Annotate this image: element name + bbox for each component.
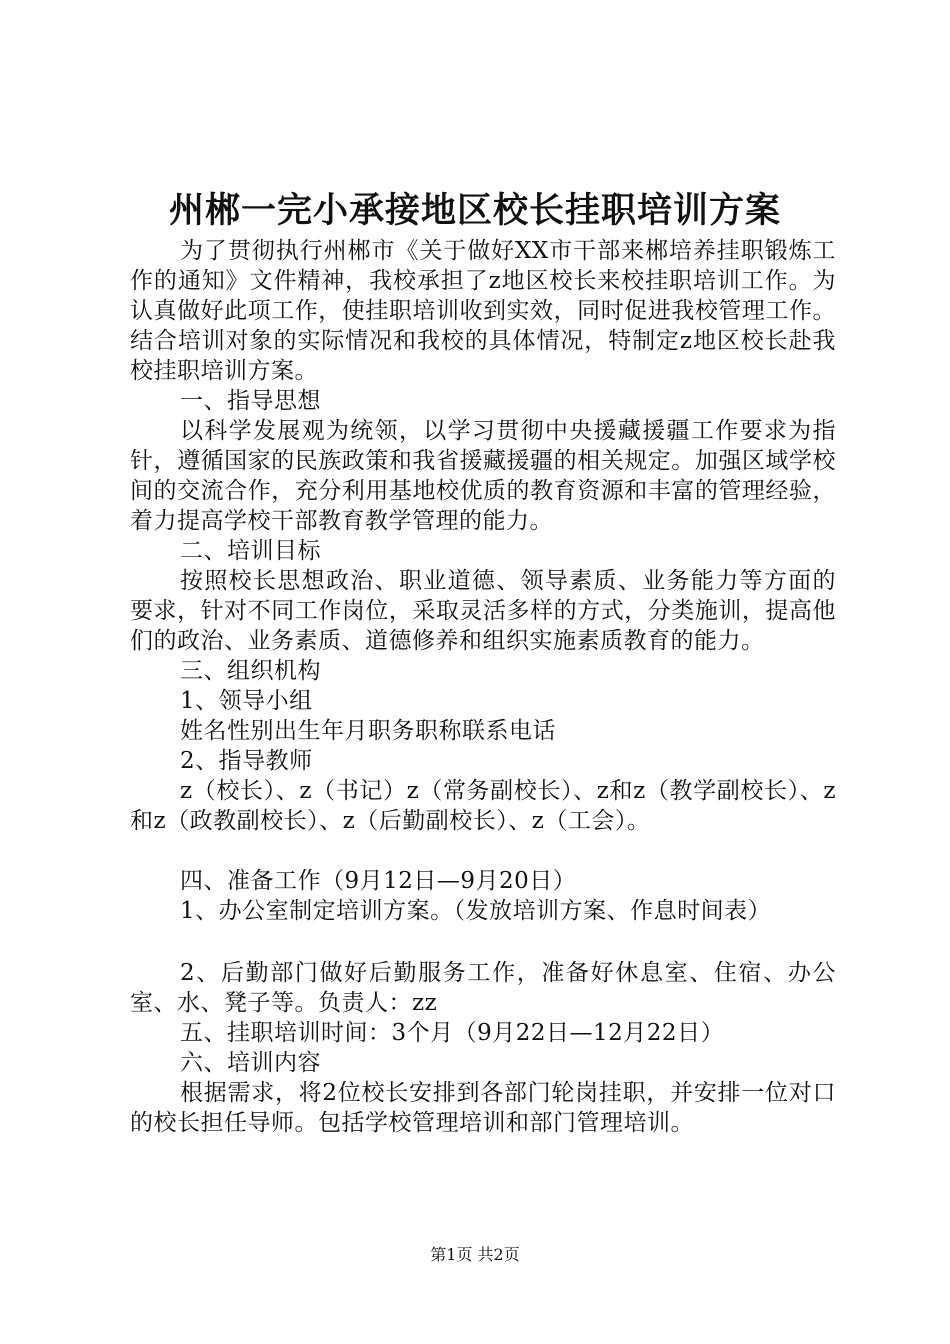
training-content-paragraph: 根据需求，将2位校长安排到各部门轮岗挂职，并安排一位对口的校长担任导师。包括学校管理培训和部门管理培训。 [130, 1080, 836, 1136]
section-heading-preparation: 四、准备工作（9月12日—9月20日） [180, 868, 577, 894]
guiding-ideology-paragraph: 以科学发展观为统领，以学习贯彻中央援藏援疆工作要求为指针，遵循国家的民族政策和我省援藏援疆的相关规定。加强区域学校间的交流合作，充分利用基地校优质的教育资源和丰富的管理经验，着力提高学校干部教育教学管理的能力。 [130, 418, 836, 534]
blank-line [130, 836, 836, 866]
intro-paragraph: 为了贯彻执行州郴市《关于做好XX市干部来郴培养挂职锻炼工作的通知》文件精神，我校承担了z地区校长来校挂职培训工作。为认真做好此项工作，使挂职培训收到实效，同时促进我校管理工作。结合培训对象的实际情况和我校的具体情况，特制定z地区校长赴我校挂职培训方案。 [130, 238, 836, 384]
training-goals-paragraph: 按照校长思想政治、职业道德、领导素质、业务能力等方面的要求，针对不同工作岗位，采取灵活多样的方式，分类施训，提高他们的政治、业务素质、道德修养和组织实施素质教育的能力。 [130, 568, 836, 654]
page-footer: 第1页 共2页 [430, 1245, 520, 1264]
guiding-teachers-paragraph: z（校长）、z（书记）z（常务副校长）、z和z（教学副校长）、z和z（政教副校长）、z（后勤副校长）、z（工会）。 [130, 778, 836, 834]
section-heading-guiding-ideology: 一、指导思想 [180, 388, 321, 414]
section-heading-training-goals: 二、培训目标 [180, 538, 321, 564]
section-heading-training-time: 五、挂职培训时间：3个月（9月22日—12月22日） [180, 1020, 725, 1046]
preparation-item-1: 1、办公室制定培训方案。（发放培训方案、作息时间表） [180, 898, 772, 924]
subheading-guiding-teachers: 2、指导教师 [180, 748, 313, 774]
blank-line [130, 926, 836, 958]
subheading-leading-group: 1、领导小组 [180, 688, 313, 714]
preparation-item-2: 2、后勤部门做好后勤服务工作，准备好休息室、住宿、办公室、水、凳子等。负责人：zz [130, 960, 836, 1016]
section-heading-training-content: 六、培训内容 [180, 1050, 321, 1076]
section-heading-organization: 三、组织机构 [180, 658, 321, 684]
document-body [130, 236, 836, 1138]
document-title: 州郴一完小承接地区校长挂职培训方案 [168, 190, 781, 231]
leading-group-columns: 姓名性别出生年月职务职称联系电话 [180, 718, 556, 744]
